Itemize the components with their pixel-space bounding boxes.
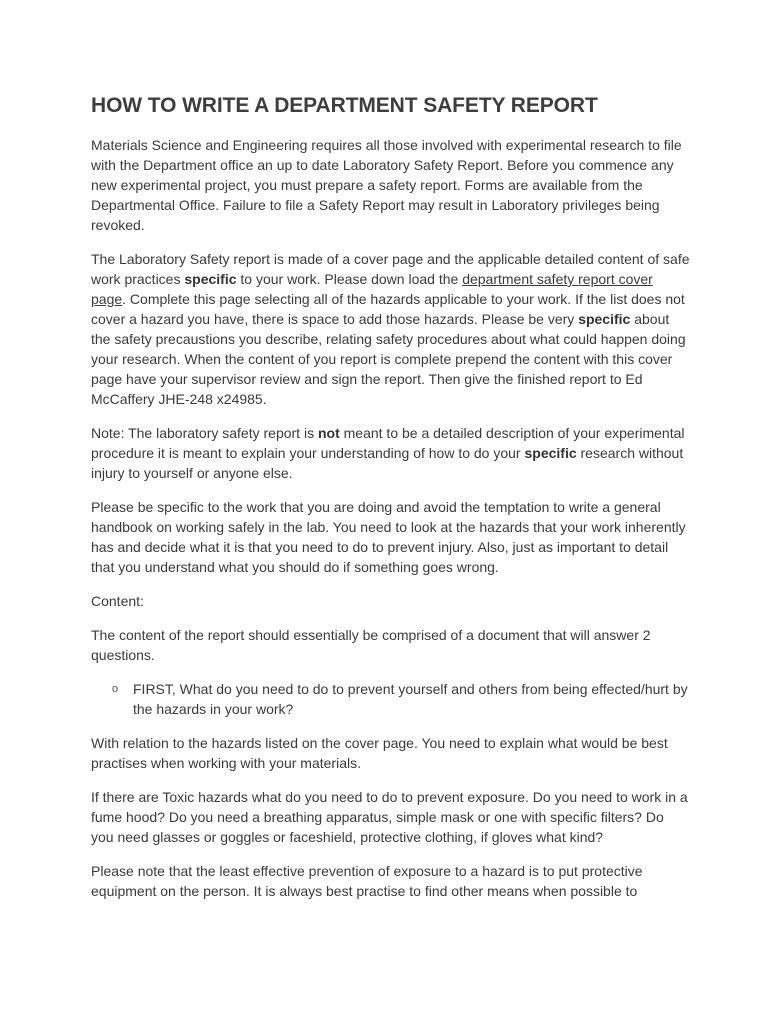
text-segment: about the safety precaustions you describe, relating safety procedures about what could happen doing your research. When the content of you report is complete prepend the content with this cover page have your supervisor review and sign the report. Then give the finished report to Ed McCaffery JHE-248 x24985. xyxy=(91,311,686,407)
text-segment: meant to be a detailed description of your experimental procedure it is meant to explain your understanding of how to do your xyxy=(91,425,685,461)
note-paragraph xyxy=(91,423,690,483)
text-segment: research without injury to yourself or anyone else. xyxy=(91,445,684,481)
emphasis-not: not xyxy=(317,425,340,441)
text-segment: Note: The laboratory safety report is xyxy=(91,425,318,441)
emphasis-specific: specific xyxy=(524,445,577,461)
text-segment: to your work. Please down load the xyxy=(236,271,463,287)
text-segment: . Complete this page selecting all of the hazards applicable to your work. If the list does not cover a hazard you have, there is space to add those hazards. Please be very xyxy=(91,291,685,327)
intro-paragraph: Materials Science and Engineering requires all those involved with experimental research to file with the Department office an up to date Laboratory Safety Report. Before you commence any new experimental project, you must prepare a safety report. Forms are available from the Departmental Office. Failure to file a Safety Report may result in Laboratory privileges being revoked. xyxy=(91,137,682,233)
toxic-hazards-paragraph: If there are Toxic hazards what do you need to do to prevent exposure. Do you need to work in a fume hood? Do you need a breathing apparatus, simple mask or one with specific filters? Do you need glasses or goggles or faceshield, protective clothing, if gloves what kind? xyxy=(91,789,688,845)
question-list xyxy=(91,679,690,719)
page-title: HOW TO WRITE A DEPARTMENT SAFETY REPORT xyxy=(91,94,598,117)
hazards-paragraph: With relation to the hazards listed on the cover page. You need to explain what would be best practises when working with your materials. xyxy=(91,735,668,771)
specificity-paragraph: Please be specific to the work that you are doing and avoid the temptation to write a general handbook on working safely in the lab. You need to look at the hazards that your work inherently has and decide what it is that you need to do to prevent injury. Also, just as important to detail that you understand what you should do if something goes wrong. xyxy=(91,499,686,575)
cover-page-link[interactable]: department safety report cover page xyxy=(91,271,653,307)
text-segment: The Laboratory Safety report is made of a cover page and the applicable detailed content of safe work practices xyxy=(91,251,690,287)
list-item-text: FIRST, What do you need to do to prevent yourself and others from being effected/hurt by the hazards in your work? xyxy=(133,681,688,717)
protective-equipment-paragraph: Please note that the least effective prevention of exposure to a hazard is to put protective equipment on the person. It is always best practise to find other means when possible to xyxy=(91,863,643,899)
cover-page-paragraph xyxy=(91,249,690,409)
content-heading: Content: xyxy=(91,593,144,609)
emphasis-specific: specific xyxy=(184,271,237,287)
list-item xyxy=(91,679,690,719)
content-paragraph: The content of the report should essentially be comprised of a document that will answer 2 questions. xyxy=(91,627,651,663)
hollow-bullet-icon: o xyxy=(112,683,119,695)
emphasis-specific: specific xyxy=(578,311,631,327)
